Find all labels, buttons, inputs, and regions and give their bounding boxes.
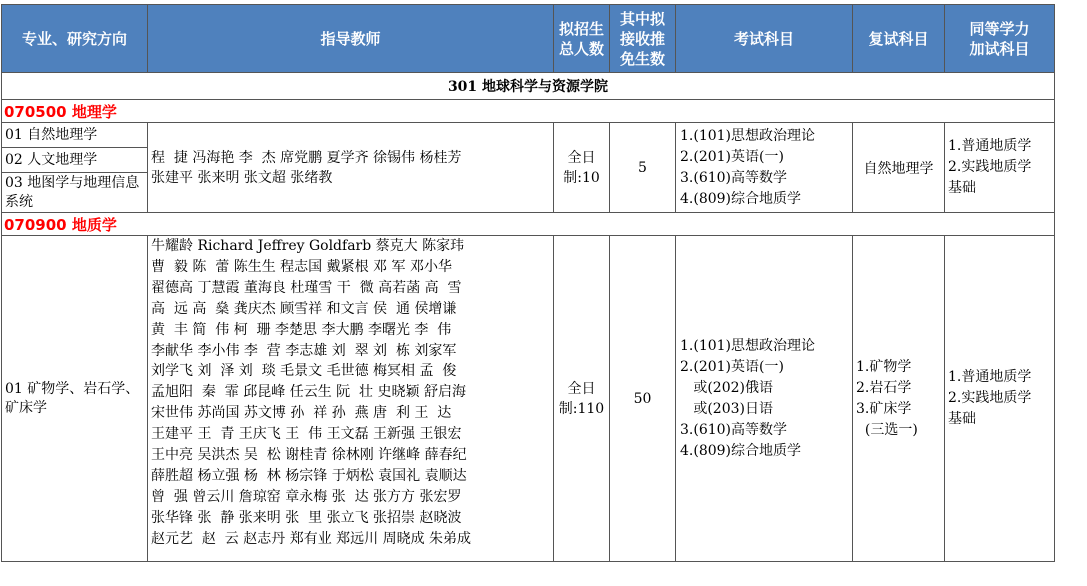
header-quota: 拟招生 总人数 xyxy=(554,5,610,73)
header-retest: 复试科目 xyxy=(853,5,945,73)
direction-label: 01 矿物学、岩石学、矿床学 xyxy=(2,236,148,562)
discipline-row xyxy=(2,100,1055,123)
extra-subjects: 1.普通地质学 2.实践地质学 基础 xyxy=(945,236,1055,562)
direction-row xyxy=(2,236,1055,562)
header-exempt: 其中拟 接收推 免生数 xyxy=(610,5,676,73)
admissions-table xyxy=(1,4,1055,562)
exempt-value: 50 xyxy=(610,236,676,562)
direction-label: 03 地图学与地理信息系统 xyxy=(2,173,148,213)
quota-value: 全日 制:110 xyxy=(554,236,610,562)
header-exam: 考试科目 xyxy=(676,5,853,73)
header-major: 专业、研究方向 xyxy=(2,5,148,73)
exempt-value: 5 xyxy=(610,123,676,213)
retest-subjects: 自然地理学 xyxy=(853,123,945,213)
discipline-title: 070900 地质学 xyxy=(2,213,1055,236)
discipline-title: 070500 地理学 xyxy=(2,100,1055,123)
school-name: 301 地球科学与资源学院 xyxy=(2,73,1055,100)
retest-subjects: 1.矿物学 2.岩石学 3.矿床学 (三选一) xyxy=(853,236,945,562)
exam-subjects: 1.(101)思想政治理论 2.(201)英语(一) 3.(610)高等数学 4.(809)综合地质学 xyxy=(676,123,853,213)
extra-subjects: 1.普通地质学 2.实践地质学 基础 xyxy=(945,123,1055,213)
header-teachers: 指导教师 xyxy=(148,5,554,73)
teacher-list: 牛耀龄 Richard Jeffrey Goldfarb 蔡克大 陈家玮 曹 毅 陈 蕾 陈生生 程志国 戴紧根 邓 军 邓小华 翟德高 丁慧霞 董海良 杜瑾雪 干 微 高若菡 高 雪 高 远 高 燊 龚庆杰 顾雪祥 和文言 侯 通 侯增谦 黄 丰 简 伟 柯 珊 李楚思 李大鹏 李曙光 李 伟 李献华 李小伟 李 营 李志雄 刘 翠 刘 栋 刘家军 刘学飞 刘 泽 刘 琰 毛景文 毛世德 梅冥相 孟 俊 孟旭阳 秦 霏 邱昆峰 任云生 阮 壮 史晓颖 舒启海 宋世伟 苏尚国 苏文博 孙 祥 孙 燕 唐 利 王 达 王建平 王 青 王庆飞 王 伟 王文磊 王新强 王银宏 王中亮 吴洪杰 吴 松 谢桂青 徐林刚 许继峰 薛春纪 薛胜超 杨立强 杨 林 杨宗锋 于炳松 袁国礼 袁顺达 曾 强 曾云川 詹琼窑 章永梅 张 达 张方方 张宏罗 张华锋 张 静 张来明 张 里 张立飞 张招崇 赵晓波 赵元艺 赵 云 赵志丹 郑有业 郑远川 周晓成 朱弟成 xyxy=(148,236,554,562)
direction-row xyxy=(2,123,1055,148)
teacher-list: 程 捷 冯海艳 李 杰 席党鹏 夏学齐 徐锡伟 杨桂芳 张建平 张来明 张文超 张绪教 xyxy=(148,123,554,213)
header-extra: 同等学力 加试科目 xyxy=(945,5,1055,73)
discipline-row xyxy=(2,213,1055,236)
exam-subjects: 1.(101)思想政治理论 2.(201)英语(一) 或(202)俄语 或(203)日语 3.(610)高等数学 4.(809)综合地质学 xyxy=(676,236,853,562)
header-row xyxy=(2,5,1055,73)
direction-label: 02 人文地理学 xyxy=(2,148,148,173)
school-row xyxy=(2,73,1055,100)
direction-label: 01 自然地理学 xyxy=(2,123,148,148)
quota-value: 全日 制:10 xyxy=(554,123,610,213)
